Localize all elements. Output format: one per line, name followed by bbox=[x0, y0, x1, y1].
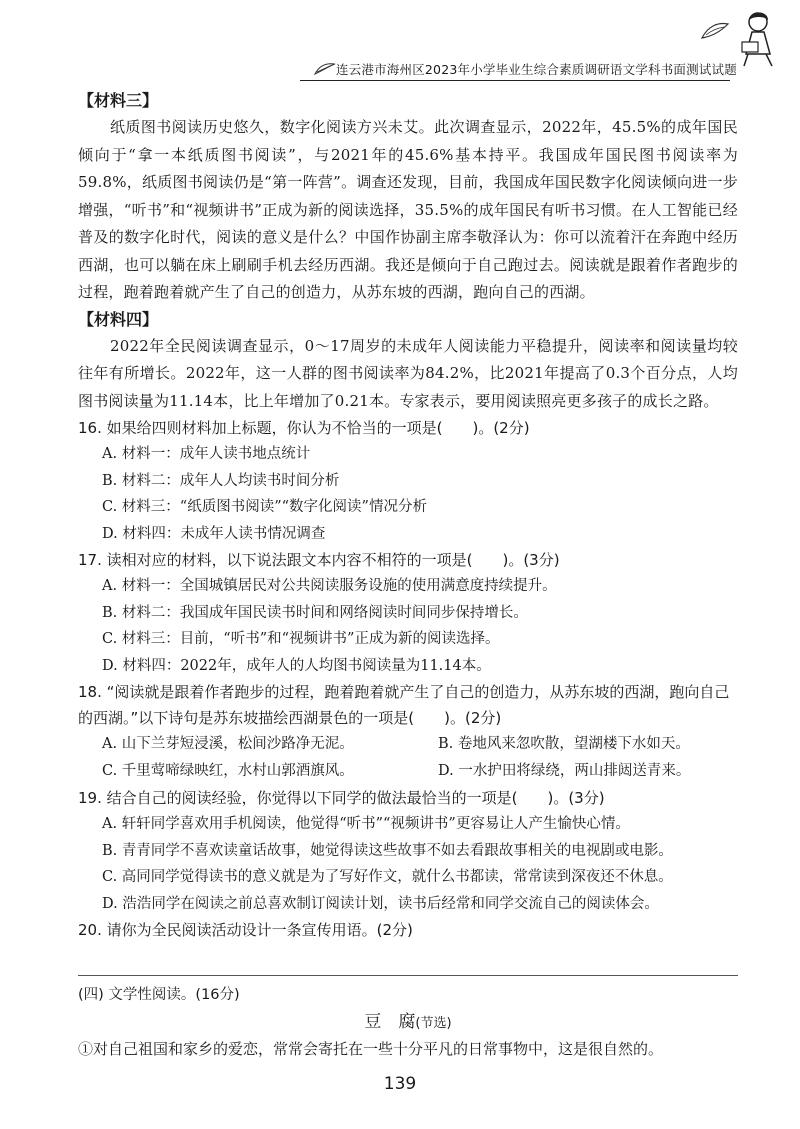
article-title bbox=[78, 1008, 738, 1036]
article-title-text: 豆 腐 bbox=[364, 1012, 416, 1032]
leaf-icon bbox=[314, 62, 336, 76]
material-4-heading: 【材料四】 bbox=[78, 309, 159, 329]
article-subtitle: (节选) bbox=[415, 1016, 452, 1031]
page-header bbox=[300, 58, 740, 82]
q18-options-row-2 bbox=[78, 758, 738, 785]
page-content bbox=[78, 88, 738, 1062]
q18-option-c: C. 千里莺啼绿映红，水村山郭酒旗风。 bbox=[102, 763, 354, 779]
article-paragraph-1: ①对自己祖国和家乡的爱恋，常常会寄托在一些十分平凡的日常事物中，这是很自然的。 bbox=[78, 1040, 664, 1058]
answer-line[interactable] bbox=[78, 975, 738, 976]
q16-option-b: B. 材料二：成年人人均读书时间分析 bbox=[102, 472, 340, 489]
q18-option-d: D. 一水护田将绿绕，两山排闼送青来。 bbox=[438, 763, 691, 779]
question-17: 17. 读相对应的材料，以下说法跟文本内容不相符的一项是( )。(3分) bbox=[78, 551, 560, 569]
q16-option-d: D. 材料四：未成年人读书情况调查 bbox=[102, 525, 326, 542]
material-4-text: 2022年全民阅读调查显示，0～17周岁的未成年人阅读能力平稳提升，阅读率和阅读量均较往年有所增长。2022年，这一人群的图书阅读率为84.2%，比2021年提高了0.3个百分点，人均图书阅读量为11.14本，比上年增加了0.21本。专家表示，要用阅读照亮更多孩子的成长之路。 bbox=[78, 336, 738, 410]
material-3-heading: 【材料三】 bbox=[78, 91, 159, 110]
material-3-text: 纸质图书阅读历史悠久，数字化阅读方兴未艾。此次调查显示，2022年，45.5%的成年国民倾向于“拿一本纸质图书阅读”，与2021年的45.6%基本持平。我国成年国民图书阅读率为59.8%，纸质图书阅读仍是“第一阵营”。调查还发现，目前，我国成年国民数字化阅读倾向进一步增强，“听书”和“视频讲书”正成为新的阅读选择，35.5%的成年国民有听书习惯。在人工智能已经普及的数字化时代，阅读的意义是什么？中国作协副主席李敬泽认为：你可以流着汗在奔跑中经历西湖，也可以躺在床上刷刷手机去经历西湖。我还是倾向于自己跑过去。阅读就是跟着作者跑步的过程，跑着跑着就产生了自己的创造力，从苏东坡的西湖，跑向自己的西湖。 bbox=[78, 118, 738, 301]
q17-option-d: D. 材料四：2022年，成年人的人均图书阅读量为11.14本。 bbox=[102, 657, 491, 674]
header-rule bbox=[300, 80, 730, 81]
q19-option-b: B. 青青同学不喜欢读童话故事，她觉得读这些故事不如去看跟故事相关的电视剧或电影。 bbox=[102, 842, 673, 859]
scroll-icon bbox=[700, 20, 730, 42]
header-title: 连云港市海州区2023年小学毕业生综合素质调研语文学科书面测试试题 bbox=[336, 62, 737, 77]
q16-option-a: A. 材料一：成年人读书地点统计 bbox=[102, 446, 311, 462]
q18-option-a: A. 山下兰芽短浸溪，松间沙路净无泥。 bbox=[102, 736, 354, 752]
q17-option-b: B. 材料二：我国成年国民读书时间和网络阅读时间同步保持增长。 bbox=[102, 604, 528, 621]
q17-option-a: A. 材料一：全国城镇居民对公共阅读服务设施的使用满意度持续提升。 bbox=[102, 578, 557, 594]
section-4-label: (四) 文学性阅读。(16分) bbox=[78, 987, 240, 1003]
q18-options-row-1 bbox=[78, 731, 738, 758]
q19-option-a: A. 轩轩同学喜欢用手机阅读，他觉得“听书”“视频讲书”更容易让人产生愉快心情。 bbox=[102, 816, 630, 832]
q16-option-c: C. 材料三：“纸质图书阅读”“数字化阅读”情况分析 bbox=[102, 499, 427, 515]
question-18: 18. “阅读就是跟着作者跑步的过程，跑着跑着就产生了自己的创造力，从苏东坡的西湖，跑向自己的西湖。”以下诗句是苏东坡描绘西湖景色的一项是( )。(2分) bbox=[78, 683, 730, 727]
q19-option-c: C. 高同同学觉得读书的意义就是为了写好作文，就什么书都读，常常读到深夜还不休息。 bbox=[102, 869, 673, 885]
question-20: 20. 请你为全民阅读活动设计一条宣传用语。(2分) bbox=[78, 921, 413, 939]
page-number: 139 bbox=[383, 1074, 417, 1094]
q18-option-b: B. 卷地风来忽吹散，望湖楼下水如天。 bbox=[438, 736, 690, 752]
question-16: 16. 如果给四则材料加上标题，你认为不恰当的一项是( )。(2分) bbox=[78, 419, 530, 437]
question-19: 19. 结合自己的阅读经验，你觉得以下同学的做法最恰当的一项是( )。(3分) bbox=[78, 789, 605, 807]
q19-option-d: D. 浩浩同学在阅读之前总喜欢制订阅读计划，读书后经常和同学交流自己的阅读体会。 bbox=[102, 895, 659, 912]
q17-option-c: C. 材料三：目前，“听书”和“视频讲书”正成为新的阅读选择。 bbox=[102, 631, 500, 647]
reading-girl-icon bbox=[728, 8, 784, 68]
